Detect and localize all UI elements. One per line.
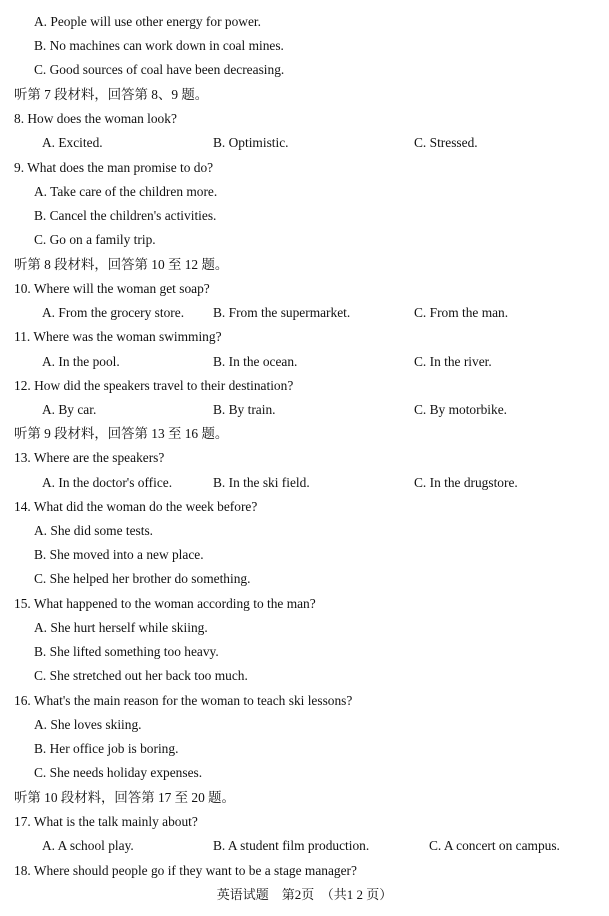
q17-option-b: B. A student film production. bbox=[213, 838, 370, 853]
question-13-options bbox=[0, 473, 609, 493]
question-10-options bbox=[0, 303, 609, 323]
section-heading-10: 听第 10 段材料，回答第 17 至 20 题。 bbox=[14, 790, 235, 805]
q11-option-b: B. In the ocean. bbox=[213, 354, 298, 369]
q10-option-b: B. From the supermarket. bbox=[213, 305, 351, 320]
q13-option-c: C. In the drugstore. bbox=[414, 475, 518, 490]
q17-option-c: C. A concert on campus. bbox=[429, 838, 560, 853]
q15-option-b: B. She lifted something too heavy. bbox=[34, 644, 219, 659]
question-12: 12. How did the speakers travel to their destination? bbox=[14, 378, 294, 393]
q8-option-a: A. Excited. bbox=[42, 135, 103, 150]
q12-option-a: A. By car. bbox=[42, 402, 97, 417]
question-9: 9. What does the man promise to do? bbox=[14, 160, 214, 175]
question-11-options bbox=[0, 352, 609, 372]
page-footer: 英语试题 第2页 （共1 2 页） bbox=[216, 887, 393, 902]
q7-option-b: B. No machines can work down in coal mines. bbox=[34, 38, 284, 53]
question-15: 15. What happened to the woman according to the man? bbox=[14, 596, 316, 611]
q11-option-a: A. In the pool. bbox=[42, 354, 120, 369]
q17-option-a: A. A school play. bbox=[42, 838, 134, 853]
q15-option-a: A. She hurt herself while skiing. bbox=[34, 620, 208, 635]
q9-option-c: C. Go on a family trip. bbox=[34, 232, 156, 247]
q10-option-a: A. From the grocery store. bbox=[42, 305, 185, 320]
question-16: 16. What's the main reason for the woman to teach ski lessons? bbox=[14, 693, 353, 708]
q16-option-a: A. She loves skiing. bbox=[34, 717, 142, 732]
question-11: 11. Where was the woman swimming? bbox=[14, 329, 222, 344]
section-heading-9: 听第 9 段材料，回答第 13 至 16 题。 bbox=[14, 426, 229, 441]
q7-option-c: C. Good sources of coal have been decreasing. bbox=[34, 62, 285, 77]
question-8-options bbox=[0, 133, 609, 153]
question-8: 8. How does the woman look? bbox=[14, 111, 177, 126]
q13-option-b: B. In the ski field. bbox=[213, 475, 310, 490]
question-12-options bbox=[0, 400, 609, 420]
q9-option-b: B. Cancel the children's activities. bbox=[34, 208, 217, 223]
q12-option-c: C. By motorbike. bbox=[414, 402, 507, 417]
q15-option-c: C. She stretched out her back too much. bbox=[34, 668, 248, 683]
q10-option-c: C. From the man. bbox=[414, 305, 509, 320]
q8-option-b: B. Optimistic. bbox=[213, 135, 289, 150]
q9-option-a: A. Take care of the children more. bbox=[34, 184, 218, 199]
q13-option-a: A. In the doctor's office. bbox=[42, 475, 173, 490]
q11-option-c: C. In the river. bbox=[414, 354, 492, 369]
question-17-options bbox=[0, 836, 609, 856]
question-17: 17. What is the talk mainly about? bbox=[14, 814, 198, 829]
q16-option-b: B. Her office job is boring. bbox=[34, 741, 179, 756]
q12-option-b: B. By train. bbox=[213, 402, 276, 417]
question-13: 13. Where are the speakers? bbox=[14, 450, 165, 465]
question-18: 18. Where should people go if they want to be a stage manager? bbox=[14, 863, 357, 878]
q14-option-b: B. She moved into a new place. bbox=[34, 547, 204, 562]
section-heading-8: 听第 8 段材料，回答第 10 至 12 题。 bbox=[14, 257, 229, 272]
q16-option-c: C. She needs holiday expenses. bbox=[34, 765, 203, 780]
section-heading-7: 听第 7 段材料，回答第 8、9 题。 bbox=[14, 87, 209, 102]
q14-option-a: A. She did some tests. bbox=[34, 523, 154, 538]
q8-option-c: C. Stressed. bbox=[414, 135, 478, 150]
q7-option-a: A. People will use other energy for power. bbox=[34, 14, 261, 29]
question-10: 10. Where will the woman get soap? bbox=[14, 281, 210, 296]
q14-option-c: C. She helped her brother do something. bbox=[34, 571, 251, 586]
question-14: 14. What did the woman do the week before? bbox=[14, 499, 258, 514]
